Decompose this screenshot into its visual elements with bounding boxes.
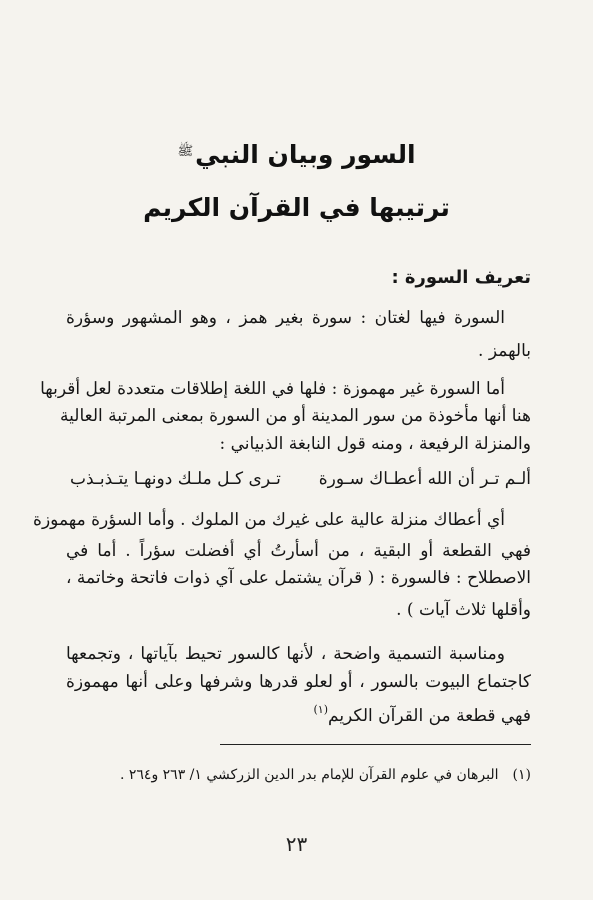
section-title-line [66,266,531,290]
footnote-number: (١) [512,767,531,783]
section-title: تعريف السورة : [391,267,531,288]
paragraph-3-line-4: وأقلها ثلاث آيات ) . [396,600,531,620]
poetry-verse [70,467,531,493]
honorific-symbol: ﷺ [177,144,194,159]
paragraph-4-line-2: كاجتماع البيوت بالسور ، أو لعلو قدرها وشرفها وعلى أنها مهموزة [66,672,531,692]
paragraph-2-line-2: هنا أنها مأخوذة من سور المدينة أو من السورة بمعنى المرتبة العالية [60,406,531,426]
paragraph-3-line-2: فهي القطعة أو البقية ، من أسأرتُ أي أفضلت سؤراً . أما في [66,541,531,561]
paragraph-4-line-3 [66,698,531,728]
footnote [66,765,531,785]
paragraph-4-line-1: ومناسبة التسمية واضحة ، لأنها كالسور تحيط بآياتها ، وتجمعها [66,644,505,664]
footnote-text: البرهان في علوم القرآن للإمام بدر الدين الزركشي ١/ ٢٦٣ و٢٦٤ . [119,767,499,783]
chapter-heading-line-2: ترتيبها في القرآن الكريم [143,193,450,222]
paragraph-3-line-1: أي أعطاك منزلة عالية على غيرك من الملوك . وأما السؤرة مهموزة [33,510,505,530]
paragraph-3-line-3: الاصطلاح : فالسورة : ( قرآن يشتمل على آي ذوات فاتحة وخاتمة ، [66,568,531,588]
paragraph-1-line-1: السورة فيها لغتان : سورة بغير همز ، وهو المشهور وسؤرة [66,308,505,328]
footnote-reference: (١) [313,703,328,716]
verse-first-hemistich: ألـم تـر أن الله أعطـاك سـورة [318,469,531,489]
verse-second-hemistich: تـرى كـل ملـك دونهـا يتـذبـذب [70,469,281,489]
paragraph-4-line-3-text: فهي قطعة من القرآن الكريم [328,706,531,726]
footnote-divider [220,744,531,745]
heading-text-1: السور وبيان النبي [195,140,416,169]
page-number: ٢٣ [285,832,308,856]
paragraph-1-line-2: بالهمز . [478,341,531,361]
paragraph-2-line-1: أما السورة غير مهموزة : فلها في اللغة إطلاقات متعددة لعل أقربها [40,379,505,399]
paragraph-2-line-3: والمنزلة الرفيعة ، ومنه قول النابغة الذبياني : [219,434,531,454]
chapter-heading-line-1 [0,140,593,169]
